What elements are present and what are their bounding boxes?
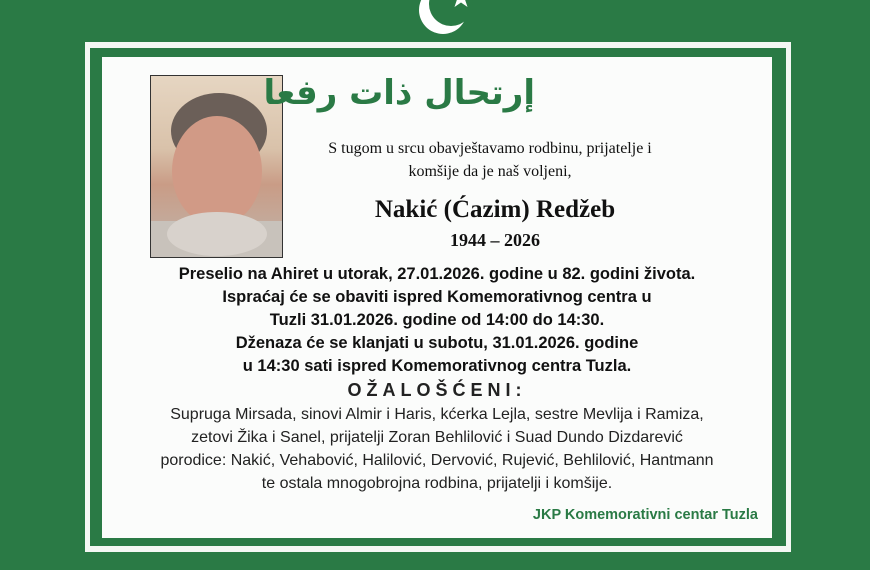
arabic-calligraphy: إرتحال ذات رفعا xyxy=(263,73,535,113)
deceased-name: Nakić (Ćazim) Redžeb xyxy=(374,196,616,223)
info-line: Preselio na Ahiret u utorak, 27.01.2026. godine u 82. godini života. xyxy=(178,265,696,283)
mourners-line: zetovi Žika i Sanel, prijatelji Zoran Behlilović i Suad Dundo Dizdarević xyxy=(191,429,683,446)
publisher-footer: JKP Komemorativni centar Tuzla xyxy=(532,507,758,523)
info-line: Dženaza će se klanjati u subotu, 31.01.2026. godine xyxy=(235,334,639,352)
intro-line: komšije da je naš voljeni, xyxy=(408,163,572,180)
crescent-star-icon xyxy=(415,0,475,40)
intro-text xyxy=(295,137,685,183)
info-line: Ispraćaj će se obaviti ispred Komemorativnog centra u xyxy=(222,288,652,306)
intro-line: S tugom u srcu obavještavamo rodbinu, prijatelje i xyxy=(328,140,652,157)
mourners-line: porodice: Nakić, Vehabović, Halilović, Dervović, Rujević, Behlilović, Hantmann xyxy=(160,452,714,469)
life-years: 1944 – 2026 xyxy=(450,230,540,250)
mourners-list xyxy=(102,403,772,495)
funeral-info xyxy=(102,263,772,378)
mourners-line: te ostala mnogobrojna rodbina, prijatelji i komšije. xyxy=(261,475,613,492)
mourners-title: OŽALOŠĆENI: xyxy=(347,380,527,400)
info-line: u 14:30 sati ispred Komemorativnog centra Tuzla. xyxy=(242,357,632,375)
info-line: Tuzli 31.01.2026. godine od 14:00 do 14:30. xyxy=(269,311,605,329)
mourners-line: Supruga Mirsada, sinovi Almir i Haris, kćerka Lejla, sestre Mevlija i Ramiza, xyxy=(170,406,704,423)
